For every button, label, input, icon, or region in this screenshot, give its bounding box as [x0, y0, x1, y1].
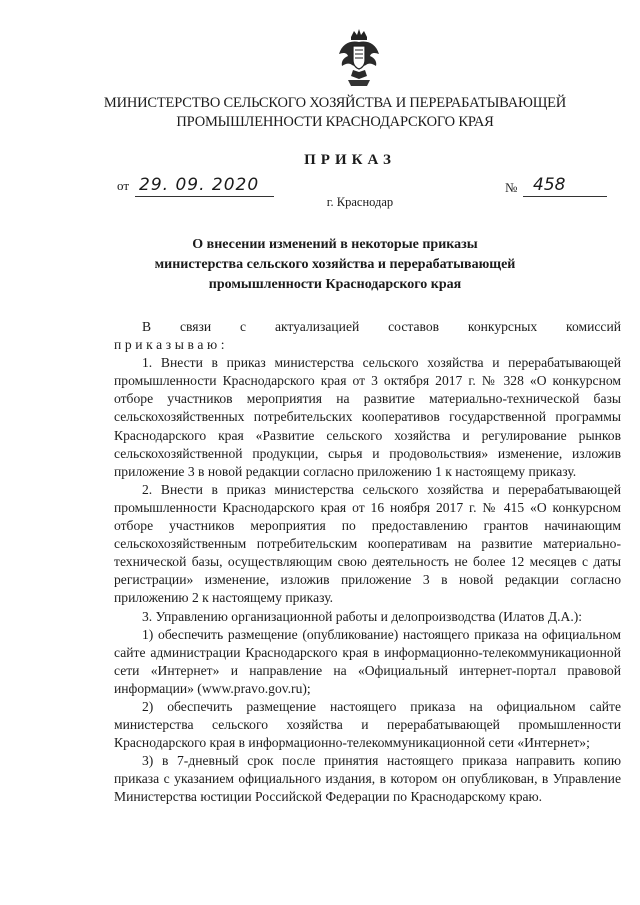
title-line1: О внесении изменений в некоторые приказы: [192, 237, 478, 252]
document-date: 29. 09. 2020: [135, 174, 274, 197]
paragraph-3-2: 2) обеспечить размещение настоящего приказа на официальном сайте министерства сельского хозяйства и перерабатывающей промышленности Краснодарского края в информационно-телекоммуникационной сети «Интернет»;: [114, 698, 621, 751]
date-prefix: от: [117, 178, 130, 193]
ministry-name: [100, 94, 570, 132]
title-line2: министерства сельского хозяйства и перерабатывающей: [154, 257, 516, 272]
paragraph-1: 1. Внести в приказ министерства сельского хозяйства и перерабатывающей промышленности Краснодарского края от 3 октября 2017 г. № 328 «О конкурсном отборе участников мероприятия на развитие материально-технической базы сельскохозяйственных потребительских кооперативов государственной программы Краснодарского края «Развитие сельского хозяйства и регулирование рынков сельскохозяйственной продукции, сырья и продовольствия» изменение, изложив приложение 3 в новой редакции согласно приложению 1 к настоящему приказу.: [114, 355, 621, 479]
document-title: [130, 235, 540, 295]
title-line3: промышленности Краснодарского края: [208, 277, 462, 292]
paragraph-3-3: 3) в 7-дневный срок после принятия настоящего приказа направить копию приказа с указанием официального издания, в котором он опубликован, в Управление Министерства юстиции Российской Федерации по Краснодарскому краю.: [114, 753, 621, 805]
ministry-name-line1: МИНИСТЕРСТВО СЕЛЬСКОГО ХОЗЯЙСТВА И ПЕРЕРАБАТЫВАЮЩЕЙ: [103, 95, 567, 111]
order-word: приказываю:: [114, 337, 229, 353]
document-city: г. Краснодар: [326, 195, 394, 209]
document-type: ПРИКАЗ: [304, 152, 396, 168]
paragraph-2: 2. Внести в приказ министерства сельского хозяйства и перерабатывающей промышленности Краснодарского края от 16 ноября 2017 г. № 415 «О конкурсном отборе участников мероприятия по предоставлению грантов начинающим сельскохозяйственным потребительским кооперативам на развитие материально-технической базы, осуществляющим свою деятельность не более 12 месяцев с даты регистрации» изменение, изложив приложение 3 в новой редакции согласно приложению 2 к настоящему приказу.: [114, 481, 621, 606]
document-body: [114, 318, 621, 807]
ministry-name-line2: ПРОМЫШЛЕННОСТИ КРАСНОДАРСКОГО КРАЯ: [176, 114, 494, 130]
number-prefix: №: [505, 180, 518, 195]
paragraph-3: 3. Управлению организационной работы и делопроизводства (Илатов Д.А.):: [142, 608, 583, 624]
paragraph-3-1: 1) обеспечить размещение (опубликование) настоящего приказа на официальном сайте администрации Краснодарского края в информационно-телекоммуникационной сети «Интернет» и направление на «Официальный интернет-портал правовой информации» (www.pravo.gov.ru);: [114, 626, 621, 696]
coat-of-arms-icon: [336, 28, 382, 88]
document-number: 458: [523, 174, 607, 197]
intro-paragraph: В связи с актуализацией составов конкурсных комиссий: [142, 319, 621, 334]
